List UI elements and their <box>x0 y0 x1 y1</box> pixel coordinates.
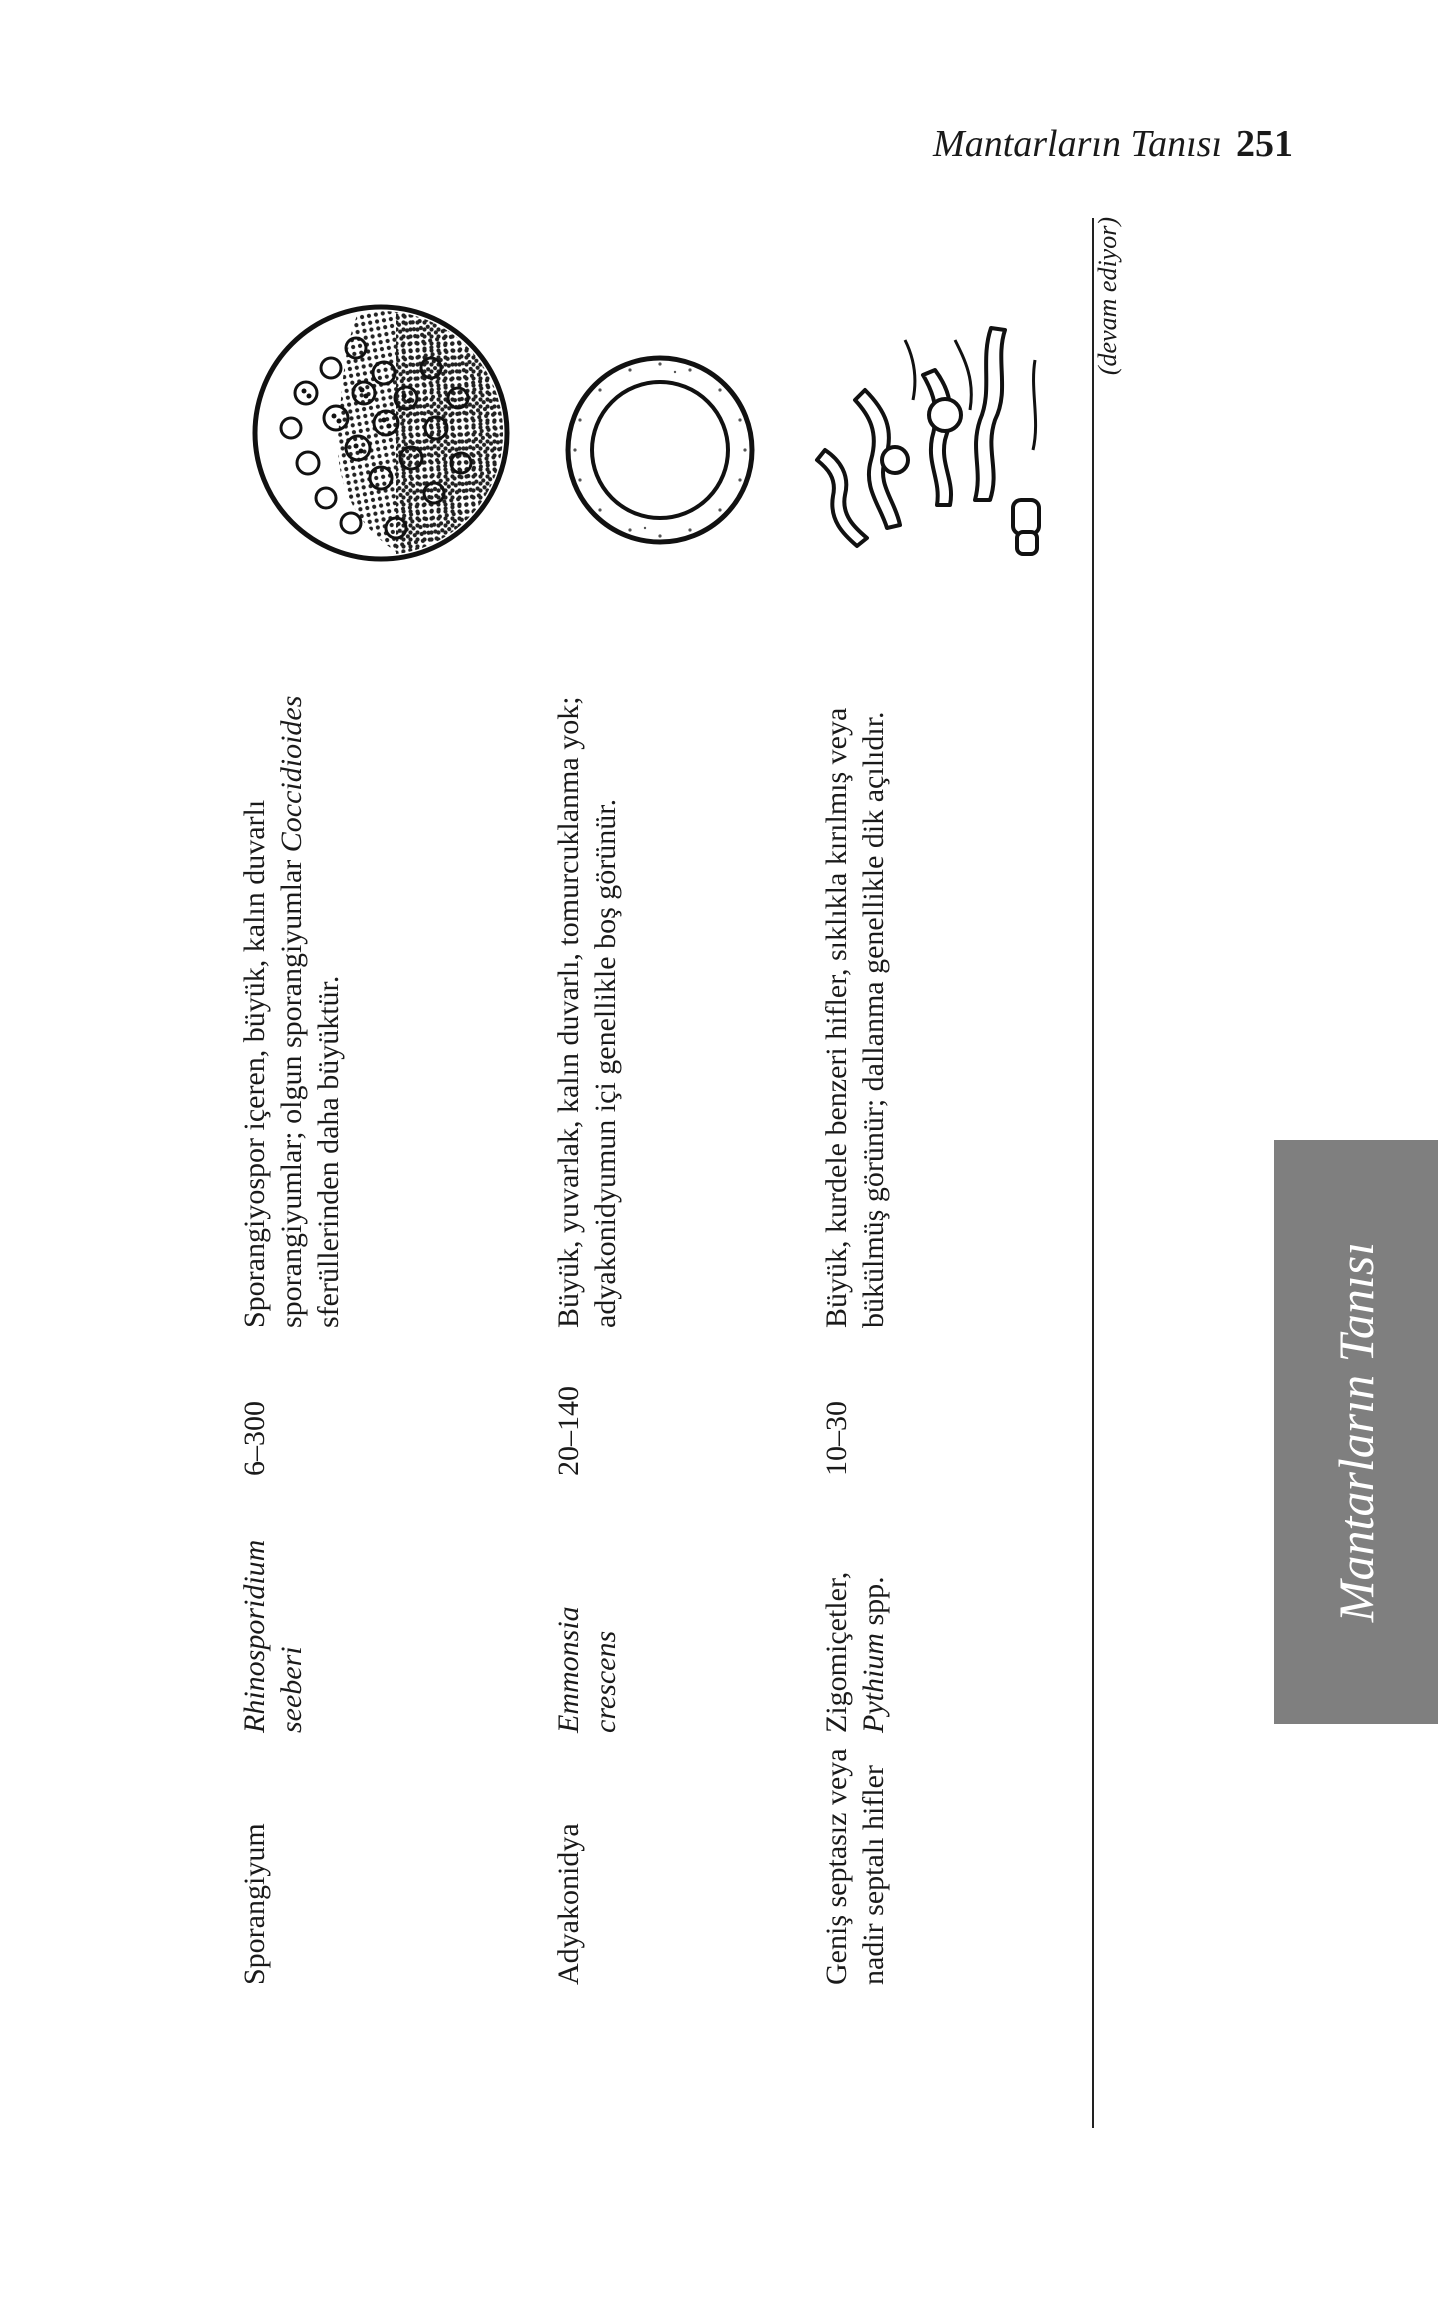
adiaconidium-drawing <box>560 350 760 550</box>
header-title: Mantarların Tanısı <box>933 123 1222 165</box>
row3-size: 10–30 <box>820 1401 853 1476</box>
side-tab-label: Mantarların Tanısı <box>1328 1241 1384 1623</box>
row1-organism: Rhinosporidium seeberi <box>238 1539 308 1733</box>
sporangium-drawing <box>246 298 516 568</box>
table-rule <box>1092 218 1094 2128</box>
chapter-side-tab <box>1274 1140 1438 1724</box>
continued-label: (devam ediyor) <box>1093 217 1122 376</box>
row1-category: Sporangiyum <box>238 1823 271 1985</box>
page-number: 251 <box>1236 123 1293 165</box>
row3-description: Büyük, kurdele benzeri hifler, sıklıkla kırılmış veya bükülmüş görünür; dallanma genellikle dik açılıdır. <box>820 707 890 1328</box>
row1-size: 6–300 <box>238 1401 271 1476</box>
row3-organism: Zigomiçetler, Pythium spp. <box>820 1571 890 1733</box>
running-header <box>933 122 1293 166</box>
row2-category: Adyakonidya <box>552 1823 585 1985</box>
continued-note <box>1093 217 1123 375</box>
row1-description: Sporangiyospor içeren, büyük, kalın duvarlı sporangiyumlar; olgun sporangiyumlar Coccidioides sferüllerinden daha büyüktür. <box>238 695 345 1328</box>
row2-size: 20–140 <box>552 1386 585 1476</box>
hyphae-drawing <box>805 300 1065 560</box>
row3-category: Geniş septasız veya nadir septalı hifler <box>820 1748 890 1985</box>
row2-organism: Emmonsia crescens <box>552 1606 622 1733</box>
row2-description: Büyük, yuvarlak, kalın duvarlı, tomurcuklanma yok; adyakonidyumun içi genellikle boş görünür. <box>552 696 622 1328</box>
